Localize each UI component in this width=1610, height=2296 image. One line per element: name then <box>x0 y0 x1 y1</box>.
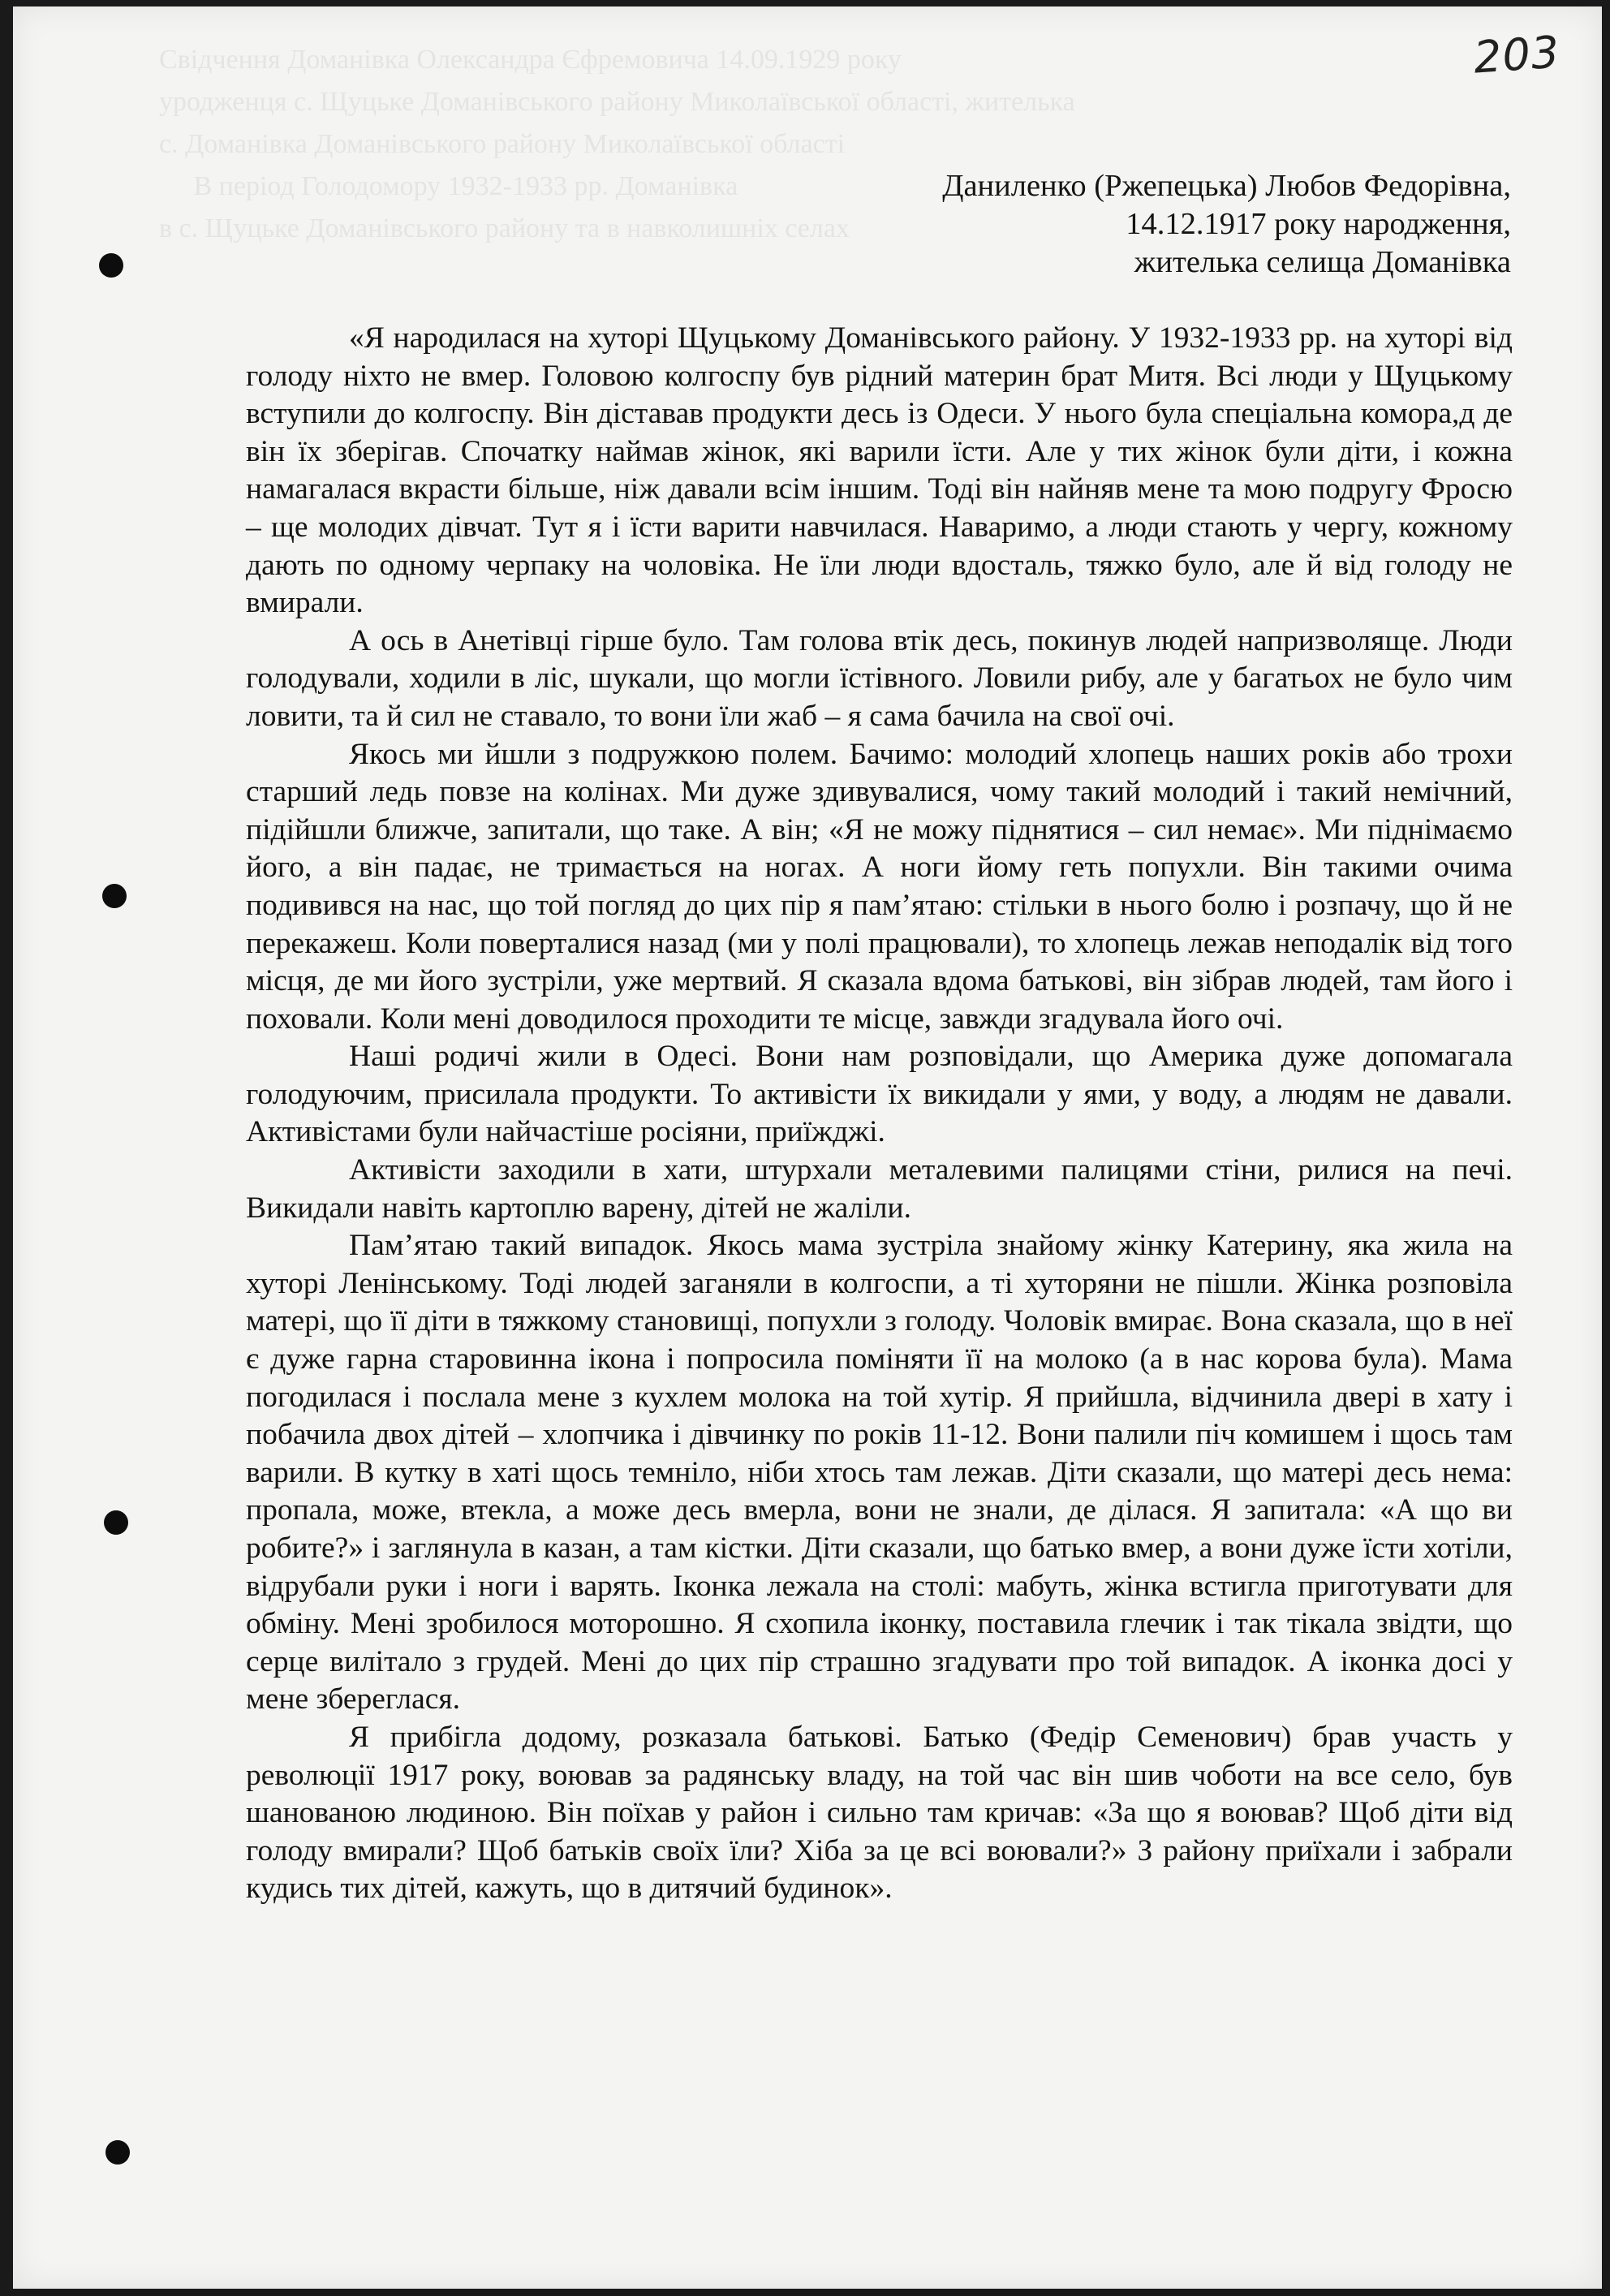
witness-header <box>824 167 1511 282</box>
page-number: 203 <box>1471 26 1562 84</box>
paragraph: Пам’ятаю такий випадок. Якось мама зустріла знайому жінку Катерину, яка жила на хуторі Ленінському. Тоді людей заганяли в колгоспи, а ті хуторяни не пішли. Жінка розповіла матері, що її діти в тяжкому становищі, попухли з голоду. Чоловік вмирає. Вона сказала, що в неї є дуже гарна старовинна ікона і попросила поміняти її на молоко (а в нас корова була). Мама погодилася і послала мене з кухлем молока на той хутір. Я прийшла, відчинила двері в хату і побачила двох дітей – хлопчика і дівчинку по років 11-12. Вони палили піч комишем і щось там варили. В кутку в хаті щось темніло, ніби хтось там лежав. Діти сказали, що матері десь нема: пропала, може, втекла, а може десь вмерла, вони не знали, де ділася. Я запитала: «А що ви робите?» і заглянула в казан, а там кістки. Діти сказали, що батько вмер, а вони дуже їсти хотіли, відрубали руки і ноги і варять. Іконка лежала на столі: мабуть, жінка встигла приготувати для обміну. Мені зробилося моторошно. Я схопила іконку, поставила глечик і так тікала звідти, що серце вилітало з грудей. Мені до цих пір страшно згадувати про той випадок. А іконка досі у мене збереглася. <box>246 1229 1513 1717</box>
witness-residence: жителька селища Доманівка <box>1134 245 1511 279</box>
paragraph: А ось в Анетівці гірше було. Там голова втік десь, покинув людей напризволяще. Люди голодували, ходили в ліс, шукали, що могли їстівного. Ловили рибу, але у багатьох не було чим ловити, та й сил не ставало, то вони їли жаб – я сама бачила на свої очі. <box>246 623 1513 733</box>
paragraph: «Я народилася на хуторі Щуцькому Доманівського району. У 1932-1933 рр. на хуторі від голоду ніхто не вмер. Головою колгоспу був рідний материн брат Митя. Всі люди у Щуцькому вступили до колгоспу. Він діставав продукти десь із Одеси. У нього була спеціальна комора,д де він їх зберігав. Спочатку наймав жінок, які варили їсти. Але у тих жінок були діти, і кожна намагалася вкрасти більше, ніж давали всім іншим. Тоді він найняв мене та мою подругу Фросю – ще молодих дівчат. Тут я і їсти варити навчилася. Наваримо, а люди стають у чергу, кожному дають по одному черпаку на чоловіка. Не їли люди вдосталь, тяжко було, але й від голоду не вмирали. <box>246 321 1513 620</box>
witness-name: Даниленко (Ржепецька) Любов Федорівна, <box>942 169 1511 203</box>
show-through-text: Свідчення Доманівка Олександра Єфремовича 14.09.1929 року уродженця с. Щуцьке Доманівського району Миколаївської області, жителька с. Доманівка Доманівського району Миколаївської області В період Голодомору 1932-1933 рр. Доманівка в с. Щуцьке Доманівського району та в навколишніх селах <box>159 45 1075 243</box>
punch-hole <box>105 2140 130 2165</box>
paragraph: Я прибігла додому, розказала батькові. Батько (Федір Семенович) брав участь у революції 1917 року, воював за радянську владу, на той час він шив чоботи на все село, був шанованою людиною. Він поїхав у район і сильно там кричав: «За що я воював? Щоб діти від голоду вмирали? Щоб батьків своїх їли? Хіба за це всі воювали?» З району приїхали і забрали кудись тих дітей, кажуть, що в дитячий будинок». <box>246 1720 1513 1906</box>
document-page <box>13 6 1602 2289</box>
punch-hole <box>102 884 127 908</box>
paragraph: Якось ми йшли з подружкою полем. Бачимо: молодий хлопець наших років або трохи старший ледь повзе на колінах. Ми дуже здивувалися, чому такий молодий і такий немічний, підійшли ближче, запитали, що таке. А він; «Я не можу піднятися – сил немає». Ми піднімаємо його, а він падає, не тримається на ногах. А ноги йому геть попухли. Він такими очима подивився на нас, що той погляд до цих пір я пам’ятаю: стільки в нього болю і розпачу, що й не перекажеш. Коли поверталися назад (ми у полі працювали), то хлопець лежав неподалік від того місця, де ми його зустріли, уже мертвий. Я сказала вдома батькові, він зібрав людей, там його і поховали. Коли мені доводилося проходити те місце, завжди згадувала його очі. <box>246 737 1513 1036</box>
witness-birth-date: 14.12.1917 року народження, <box>1126 207 1511 241</box>
punch-hole <box>104 1510 128 1535</box>
punch-hole <box>99 253 123 278</box>
paragraph: Наші родичі жили в Одесі. Вони нам розповідали, що Америка дуже допомагала голодуючим, присилала продукти. То активісти їх викидали у ями, у воду, а людям не давали. Активістами були найчастіше росіяни, приїжджі. <box>246 1040 1513 1149</box>
testimony-text <box>246 320 1513 1908</box>
paragraph: Активісти заходили в хати, штурхали металевими палицями стіни, рилися на печі. Викидали навіть картоплю варену, дітей не жаліли. <box>246 1153 1513 1225</box>
